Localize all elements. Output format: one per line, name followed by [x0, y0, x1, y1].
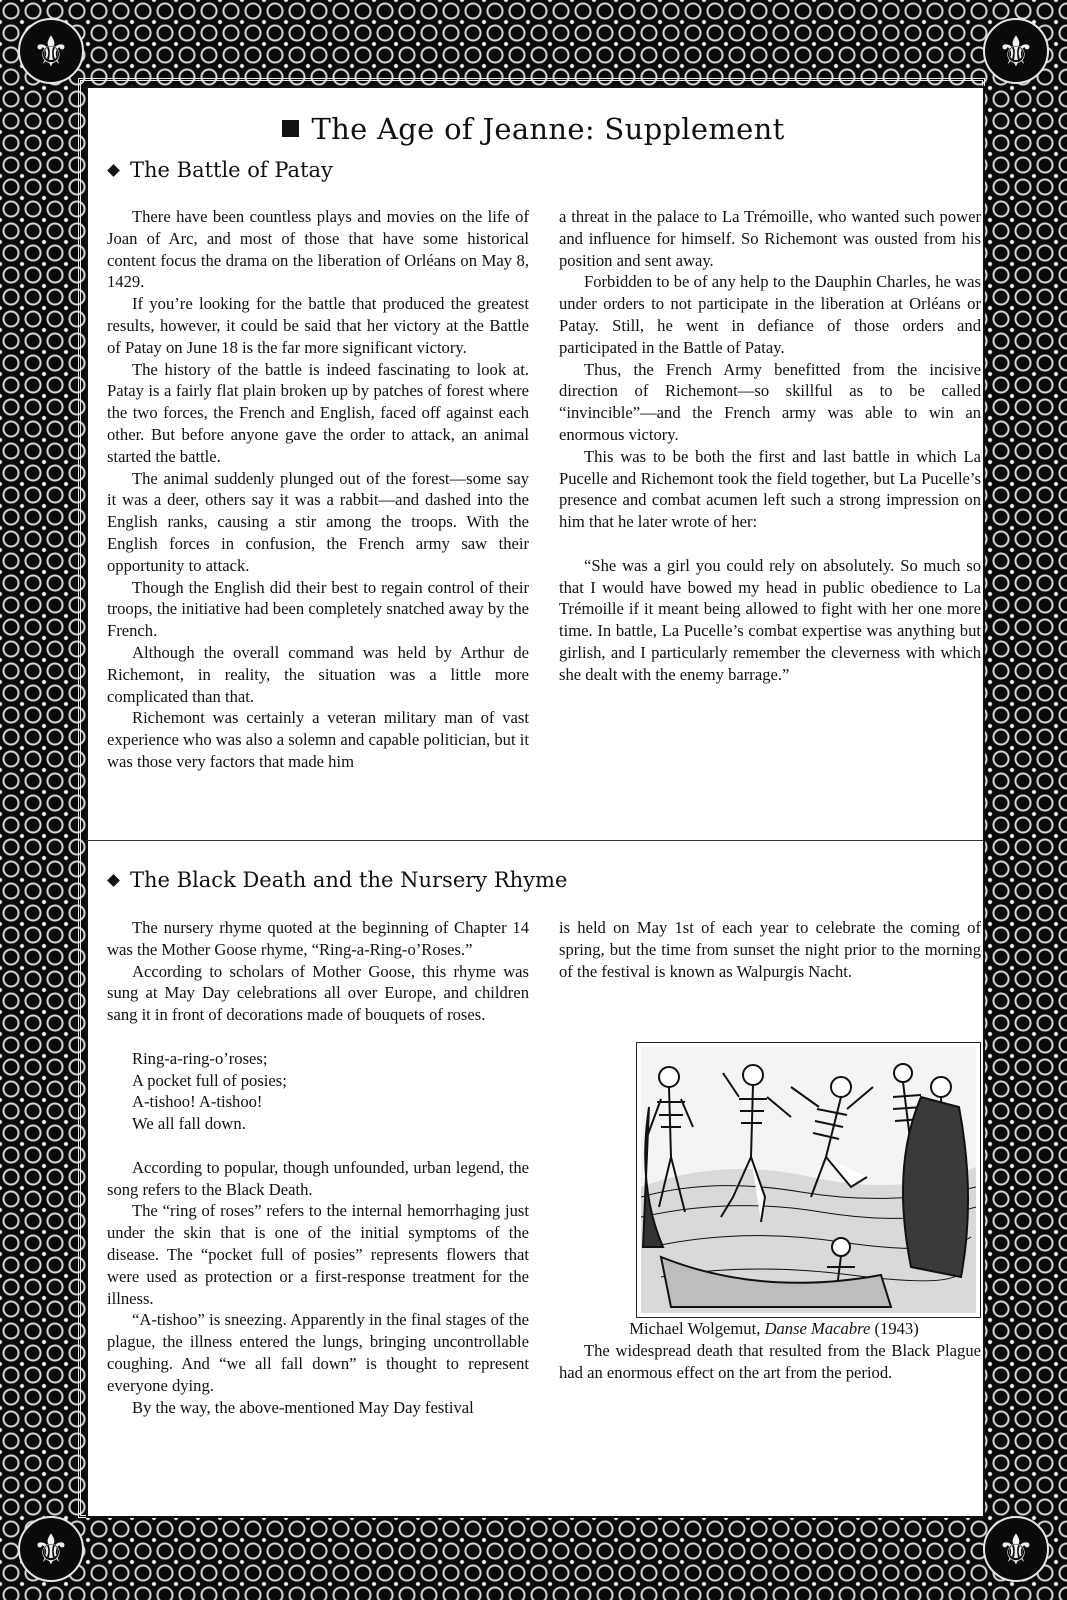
poem-line: A-tishoo! A-tishoo!	[132, 1092, 263, 1112]
paragraph: Although the overall command was held by Arthur de Richemont, in reality, the situation was a little more complicated than that.	[107, 642, 529, 706]
page-title	[0, 112, 1067, 146]
paragraph: The animal suddenly plunged out of the forest—some say it was a deer, others say it was a rabbit—and dashed into the English ranks, causing a stir among the troops. With the English forces in confusion, the French army saw their opportunity to attack.	[107, 468, 529, 575]
caption-year: (1943)	[870, 1319, 919, 1338]
caption-artist: Michael Wolgemut,	[629, 1319, 765, 1338]
page-title-text: The Age of Jeanne: Supplement	[311, 112, 785, 146]
fleur-de-lis-icon: ⚜	[983, 18, 1049, 84]
paragraph: Thus, the French Army benefitted from the incisive direction of Richemont—so skillful as to be called “invincible”—and the French army was able to win an enormous victory.	[559, 359, 981, 444]
paragraph: The history of the battle is indeed fascinating to look at. Patay is a fairly flat plain broken up by patches of forest where the two forces, the French and English, faced off against each other. But before anyone gave the order to attack, an animal started the battle.	[107, 359, 529, 466]
spacer	[559, 533, 981, 555]
diamond-bullet-icon	[107, 164, 120, 177]
poem-line: Ring-a-ring-o’roses;	[132, 1048, 268, 1068]
diamond-bullet-icon	[107, 874, 120, 887]
danse-macabre-illustration	[636, 1042, 981, 1318]
section-heading-text: The Battle of Patay	[130, 158, 333, 182]
section-heading-battle	[107, 158, 333, 182]
woodcut-image	[641, 1047, 976, 1313]
paragraph: a threat in the palace to La Trémoille, who wanted such power and influence for himself. So Richemont was ousted from his position and sent away.	[559, 207, 981, 270]
nursery-rhyme	[107, 1048, 529, 1135]
paragraph: The widespread death that resulted from the Black Plague had an enormous effect on the art from the period.	[559, 1341, 981, 1382]
square-bullet-icon	[282, 120, 299, 137]
paragraph: Richemont was certainly a veteran military man of vast experience who was also a solemn and capable politician, but it was those very factors that made him	[107, 708, 529, 771]
battle-left-column	[107, 206, 529, 773]
paragraph: If you’re looking for the battle that produced the greatest results, however, it could be said that her victory at the Battle of Patay on June 18 is the far more significant victory.	[107, 294, 529, 357]
rhyme-right-column-after	[559, 1340, 981, 1384]
paragraph: According to popular, though unfounded, urban legend, the song refers to the Black Death.	[107, 1157, 529, 1199]
poem-line: We all fall down.	[132, 1114, 246, 1134]
rhyme-left-column	[107, 917, 529, 1418]
paragraph: The nursery rhyme quoted at the beginning of Chapter 14 was the Mother Goose rhyme, “Ring-a-Ring-o’Roses.”	[107, 918, 529, 959]
section-divider	[86, 840, 983, 841]
fleur-de-lis-icon: ⚜	[18, 18, 84, 84]
paragraph: There have been countless plays and movies on the life of Joan of Arc, and most of those that have some historical content focus the drama on the liberation of Orléans on May 8, 1429.	[107, 207, 529, 292]
fleur-de-lis-icon: ⚜	[983, 1516, 1049, 1582]
paragraph: is held on May 1st of each year to celebrate the coming of spring, but the time from sunset the night prior to the morning of the festival is known as Walpurgis Nacht.	[559, 918, 981, 981]
battle-right-column	[559, 206, 981, 686]
spacer	[107, 1135, 529, 1157]
section-heading-black-death	[107, 868, 567, 892]
spacer	[107, 1026, 529, 1048]
paragraph: According to scholars of Mother Goose, this rhyme was sung at May Day celebrations all over Europe, and children sang it in front of decorations made of bouquets of roses.	[107, 961, 529, 1025]
rhyme-right-column	[559, 917, 981, 982]
paragraph: Forbidden to be of any help to the Dauphin Charles, he was under orders to not participate in the liberation at Orléans or Patay. Still, he went in defiance of those orders and participated in the Battle of Patay.	[559, 272, 981, 357]
poem-line: A pocket full of posies;	[132, 1070, 287, 1090]
section-heading-text: The Black Death and the Nursery Rhyme	[130, 868, 568, 892]
paragraph: “A-tishoo” is sneezing. Apparently in the final stages of the plague, the illness entered the lungs, bringing uncontrollable coughing. And “we all fall down” is thought to represent everyone dying.	[107, 1310, 529, 1395]
quote-paragraph: “She was a girl you could rely on absolutely. So much so that I would have bowed my head in public obedience to La Trémoille if it meant being allowed to fight with her one more time. In battle, La Pucelle’s combat expertise was anything but girlish, and I particularly remember the cleverness with which she dealt with the enemy barrage.”	[559, 555, 981, 684]
caption-title: Danse Macabre	[764, 1319, 871, 1338]
paragraph: By the way, the above-mentioned May Day festival	[132, 1397, 474, 1417]
paragraph: The “ring of roses” refers to the internal hemorrhaging just under the skin that is one of the initial symptoms of the disease. The “pocket full of posies” represents flowers that were used as protection or a first-response treatment for the illness.	[107, 1201, 529, 1308]
fleur-de-lis-icon: ⚜	[18, 1516, 84, 1582]
figure-caption	[559, 1318, 989, 1340]
paragraph: Though the English did their best to regain control of their troops, the initiative had been completely snatched away by the French.	[107, 577, 529, 641]
paragraph: This was to be both the first and last battle in which La Pucelle and Richemont took the field together, but La Pucelle’s presence and combat acumen left such a strong impression on him that he later wrote of her:	[559, 446, 981, 532]
